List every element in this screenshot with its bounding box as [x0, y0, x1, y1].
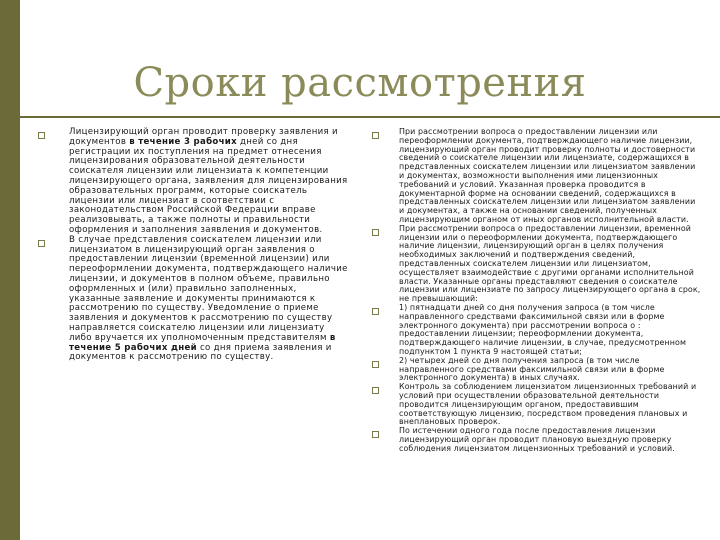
list-item [372, 304, 702, 357]
slide-title: Сроки рассмотрения [133, 60, 587, 106]
bullet-text: При рассмотрении вопроса о предоставлении лицензии или переоформлении документа, подтверждающего наличие лицензии, лицензирующий орган проводит проверку полноты и достоверности сведений о соискателе лицензии или лицензиате, содержащихся в представленных соискателем лицензии или лицензиатом заявлении и документах, возможности выполнения ими лицензионных требований и условий. Указанная проверка проводится в документарной форме на основании сведений, содержащихся в представленных соискателем лицензии или лицензиатом заявлении и документах, а также на основании сведений, полученных лицензирующим органом от иных органов исполнительной власти. [399, 127, 696, 224]
list-item [372, 357, 702, 383]
square-bullet-icon [372, 229, 379, 236]
right-column [372, 128, 702, 453]
bullet-text: 1) пятнадцати дней со дня получения запроса (в том числе направленного средствами факсимильной связи или в форме электронного документа) при рассмотрении вопроса о : предоставлении лицензии; переоформлении документа, подтверждающего наличие лицензии, в случае, предусмотренном подпунктом 1 пункта 9 настоящей статьи; [399, 302, 687, 356]
square-bullet-icon [372, 431, 379, 438]
list-item [38, 128, 348, 236]
square-bullet-icon [372, 132, 379, 139]
square-bullet-icon [372, 387, 379, 394]
bullet-text: По истечении одного года после предоставления лицензии лицензирующий орган проводит плановую выездную проверку соблюдения лицензиатом лицензионных требований и условий. [399, 426, 675, 453]
bullet-text: Контроль за соблюдением лицензиатом лицензионных требований и условий при осуществлении образовательной деятельности проводится лицензирующим органом, предоставившим соответствующую лицензию, посредством проведения плановых и внеплановых проверок. [399, 382, 697, 427]
left-column [38, 128, 348, 363]
square-bullet-icon [372, 308, 379, 315]
list-item [372, 427, 702, 453]
bullet-text: В случае представления соискателем лицензии или лицензиатом в лицензирующий орган заявления о предоставлении лицензии (временной лицензии) или переоформлении документа, подтверждающего наличие лицензии, и документов в полном объеме, правильно оформленных и (или) правильно заполненных, указанные заявление и документы принимаются к рассмотрению по существу. Уведомление о приеме заявления и документов к рассмотрению по существу направляется соискателю лицензии или лицензиату либо вручается их уполномоченным представителям в течение 5 рабочих дней со дня приема заявления и документов к рассмотрению по существу. [69, 234, 348, 363]
list-item [372, 128, 702, 225]
bullet-text: Лицензирующий орган проводит проверку заявления и документов в течение 3 рабочих дней со дня регистрации их поступления на предмет отнесения лицензирования образовательной деятельности соискателя лицензии или лицензиата к компетенции лицензирующего органа, заявления для лицензирования образовательных программ, которые соискатель лицензии или лицензиат в соответствии с законодательством Российской Федерации вправе реализовывать, а также полноты и правильности оформления и заполнения заявления и документов. [69, 127, 348, 235]
bullet-text: При рассмотрении вопроса о предоставлении лицензии, временной лицензии или о переоформлении документа, подтверждающего наличие лицензии, лицензирующий орган в целях получения необходимых заключений и подтверждения сведений, представленных соискателем лицензии или лицензиатом, осуществляет взаимодействие с другими органами исполнительной власти. Указанные органы представляют сведения о соискателе лицензии или лицензиате по запросу лицензирующего органа в срок, не превышающий: [399, 223, 701, 304]
bullet-text: 2) четырех дней со дня получения запроса (в том числе направленного средствами факсимильной связи или в форме электронного документа) в иных случаях. [399, 355, 665, 383]
square-bullet-icon [372, 361, 379, 368]
title-divider [20, 116, 720, 118]
square-bullet-icon [38, 132, 45, 139]
list-item [38, 236, 348, 363]
list-item [372, 225, 702, 304]
list-item [372, 383, 702, 427]
square-bullet-icon [38, 240, 45, 247]
